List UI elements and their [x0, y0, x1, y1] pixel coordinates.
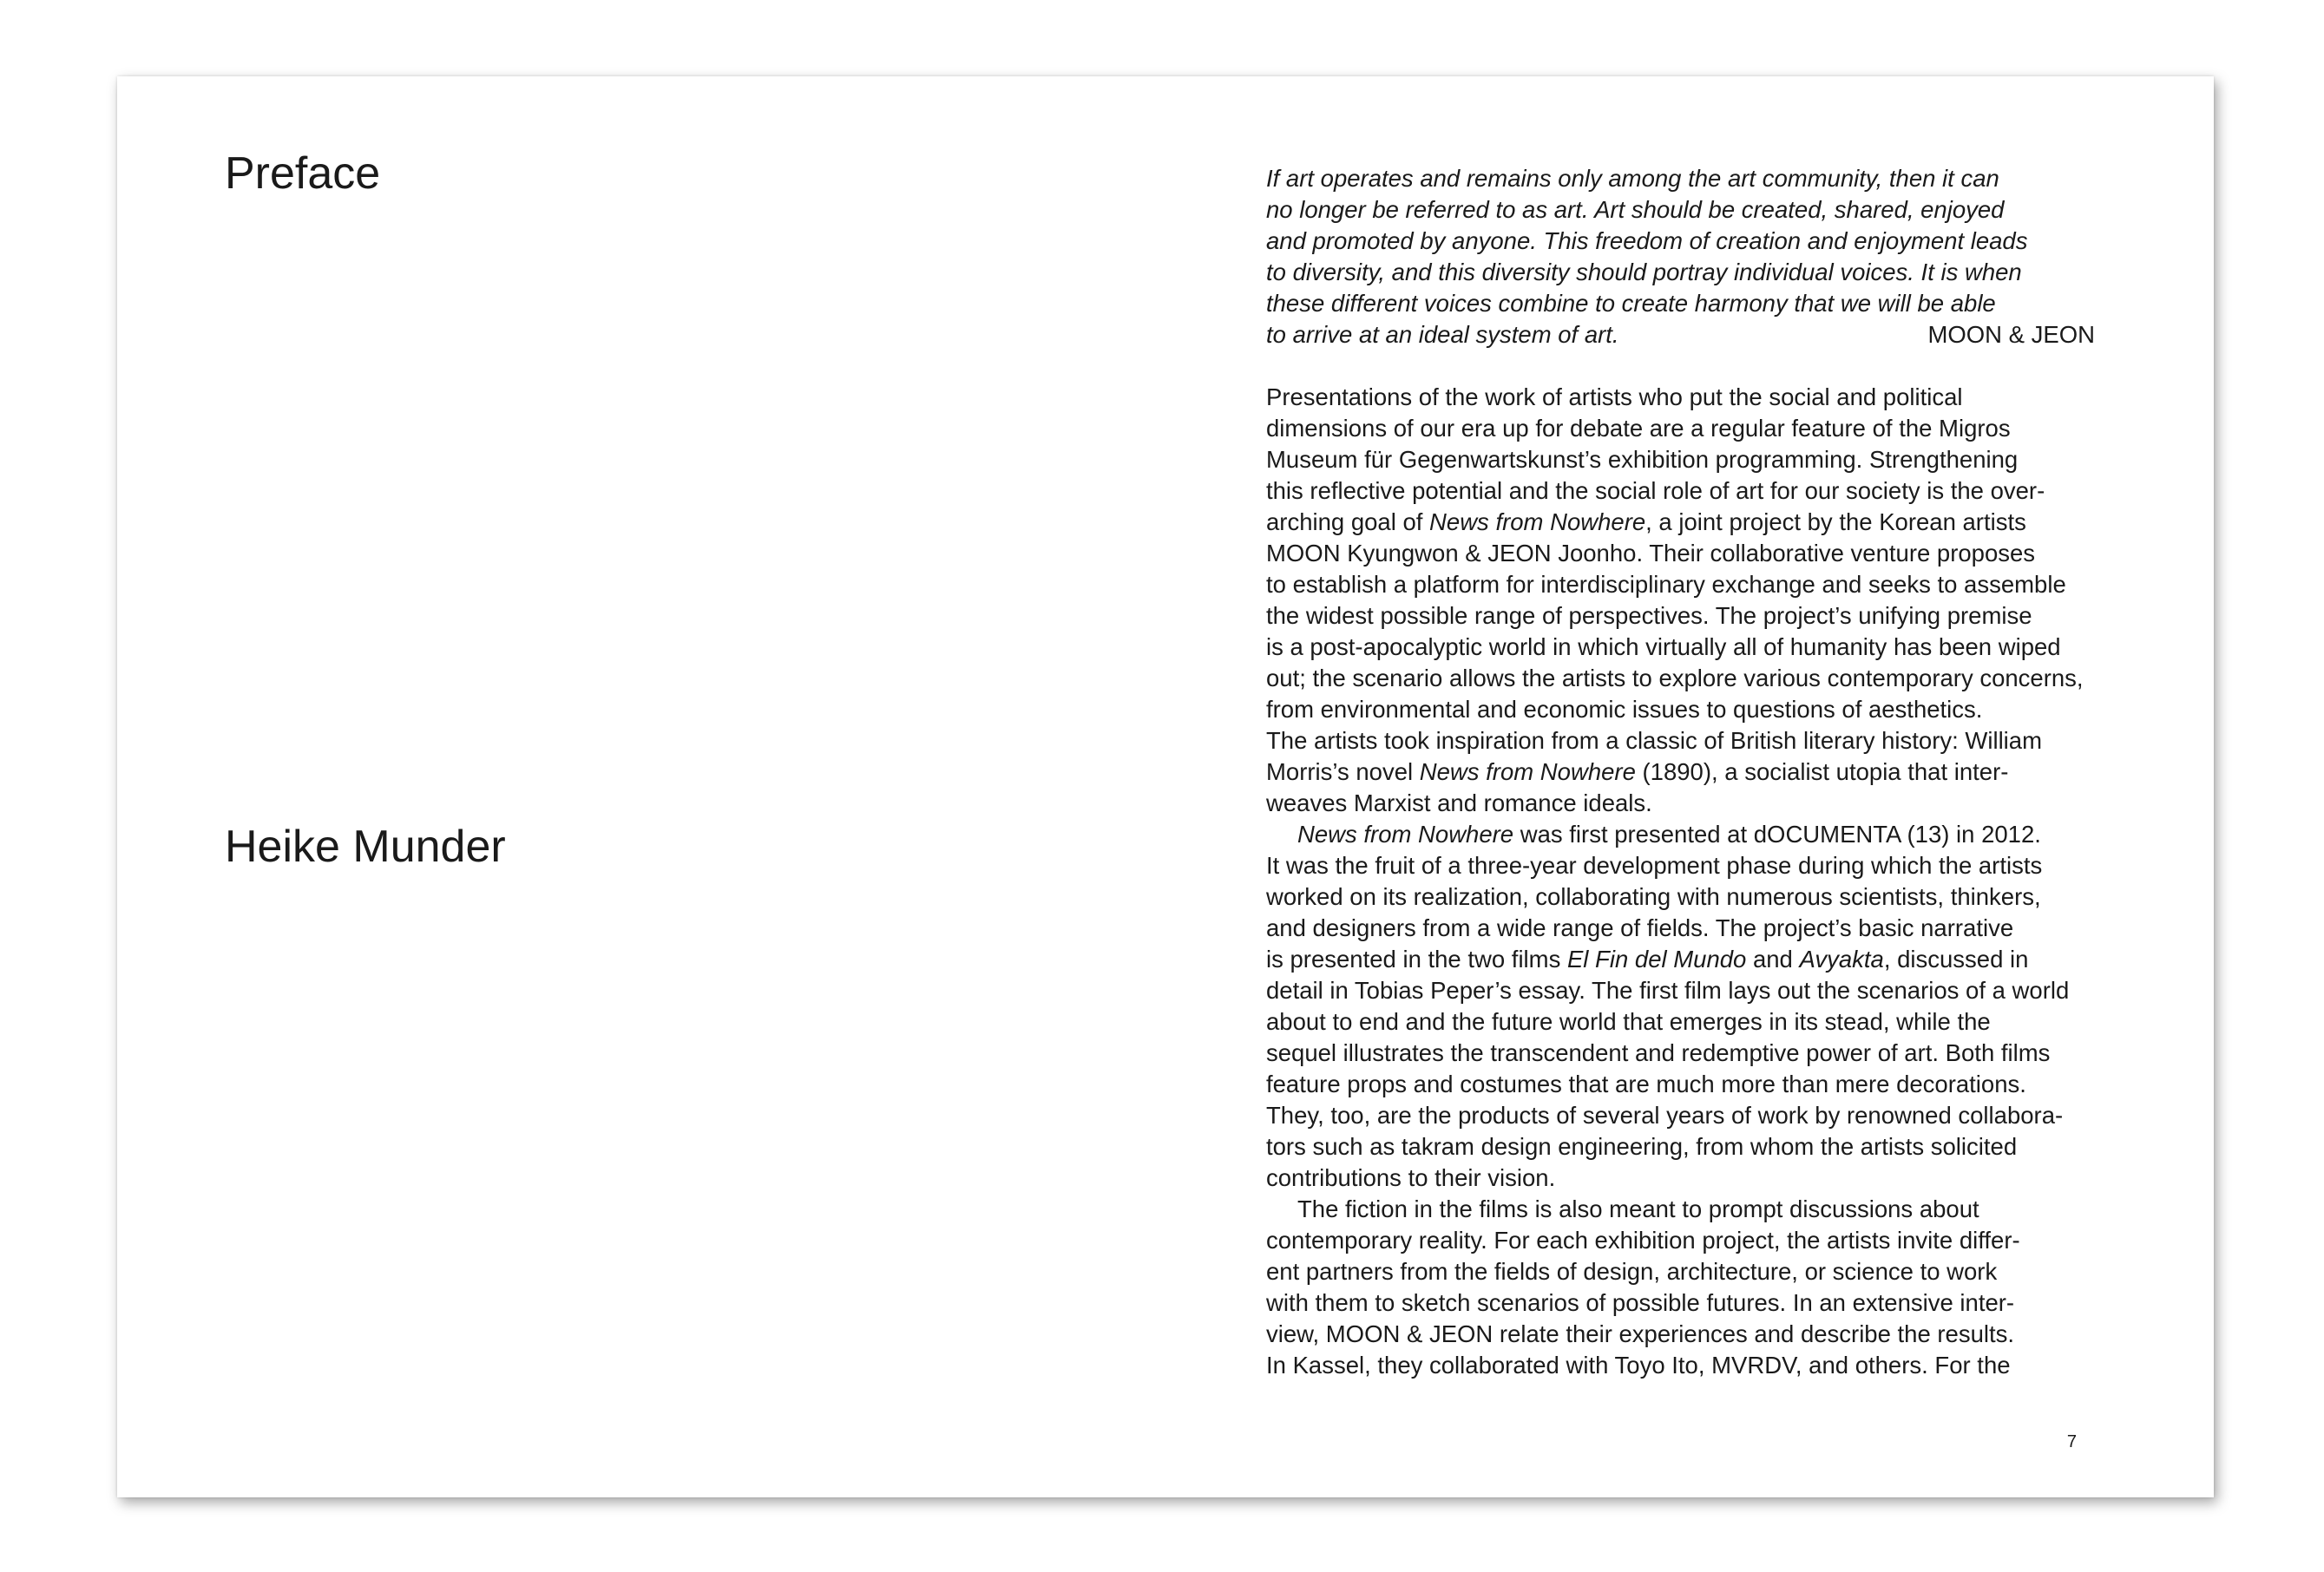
- body-line: and designers from a wide range of fields. The project’s basic narrative: [1266, 914, 2014, 941]
- body-line: Presentations of the work of artists who put the social and political: [1266, 383, 1963, 410]
- body-line: detail in Tobias Peper’s essay. The first film lays out the scenarios of a world: [1266, 977, 2070, 1004]
- body-line: MOON Kyungwon & JEON Joonho. Their collaborative venture proposes: [1266, 540, 2036, 567]
- epigraph-line: If art operates and remains only among the art community, then it can: [1266, 165, 1999, 192]
- body-line: contemporary reality. For each exhibition project, the artists invite differ-: [1266, 1227, 2020, 1254]
- book-spread: [117, 76, 2214, 1497]
- body-line: Morris’s novel News from Nowhere (1890), a socialist utopia that inter-: [1266, 758, 2009, 785]
- body-line: tors such as takram design engineering, from whom the artists solicited: [1266, 1133, 2018, 1160]
- left-page: [117, 76, 1165, 1497]
- body-line: with them to sketch scenarios of possible futures. In an extensive inter-: [1266, 1289, 2015, 1316]
- body-line: worked on its realization, collaborating with numerous scientists, thinkers,: [1266, 883, 2041, 910]
- body-line: this reflective potential and the social role of art for our society is the over-: [1266, 477, 2045, 504]
- right-page: [1266, 163, 2117, 1381]
- body-line: the widest possible range of perspectives. The project’s unifying premise: [1266, 602, 2032, 629]
- body-line: ent partners from the fields of design, architecture, or science to work: [1266, 1258, 1998, 1285]
- epigraph-line: to diversity, and this diversity should portray individual voices. It is when: [1266, 259, 2022, 285]
- chapter-title: Preface: [225, 148, 381, 199]
- body-line: feature props and costumes that are much more than mere decorations.: [1266, 1071, 2026, 1097]
- body-line: weaves Marxist and romance ideals.: [1266, 789, 1652, 816]
- body-line: They, too, are the products of several years of work by renowned collabora-: [1266, 1102, 2064, 1129]
- epigraph-line: these different voices combine to create harmony that we will be able: [1266, 290, 1996, 317]
- body-line: is a post-apocalyptic world in which virtually all of humanity has been wiped: [1266, 633, 2061, 660]
- body-line: The fiction in the films is also meant to prompt discussions about: [1297, 1195, 1979, 1222]
- epigraph-line: to arrive at an ideal system of art.: [1266, 321, 1619, 348]
- body-line: News from Nowhere was first presented at dOCUMENTA (13) in 2012.: [1297, 821, 2041, 848]
- body-line: is presented in the two films El Fin del Mundo and Avyakta, discussed in: [1266, 946, 2029, 973]
- body-line: dimensions of our era up for debate are a regular feature of the Migros: [1266, 415, 2011, 442]
- body-line: It was the fruit of a three-year development phase during which the artists: [1266, 852, 2043, 879]
- body-line: sequel illustrates the transcendent and redemptive power of art. Both films: [1266, 1039, 2051, 1066]
- body-line: view, MOON & JEON relate their experiences and describe the results.: [1266, 1320, 2015, 1347]
- epigraph-line: no longer be referred to as art. Art should be created, shared, enjoyed: [1266, 196, 2005, 223]
- body-line: to establish a platform for interdisciplinary exchange and seeks to assemble: [1266, 571, 2066, 598]
- body-line: Museum für Gegenwartskunst’s exhibition programming. Strengthening: [1266, 446, 2019, 473]
- epigraph: [1266, 163, 2117, 350]
- body-line: The artists took inspiration from a classic of British literary history: William: [1266, 727, 2042, 754]
- body-line: contributions to their vision.: [1266, 1164, 1556, 1191]
- body-line: In Kassel, they collaborated with Toyo Ito, MVRDV, and others. For the: [1266, 1352, 2011, 1379]
- body-line: out; the scenario allows the artists to explore various contemporary concerns,: [1266, 665, 2084, 691]
- body-line: from environmental and economic issues to questions of aesthetics.: [1266, 696, 1983, 723]
- epigraph-attribution: MOON & JEON: [1927, 321, 2095, 348]
- body-text: [1266, 382, 2117, 1381]
- epigraph-line: and promoted by anyone. This freedom of creation and enjoyment leads: [1266, 227, 2028, 254]
- body-line: about to end and the future world that emerges in its stead, while the: [1266, 1008, 1991, 1035]
- page-number: 7: [2066, 1432, 2077, 1451]
- body-line: arching goal of News from Nowhere, a joint project by the Korean artists: [1266, 508, 2026, 535]
- chapter-author: Heike Munder: [225, 822, 506, 872]
